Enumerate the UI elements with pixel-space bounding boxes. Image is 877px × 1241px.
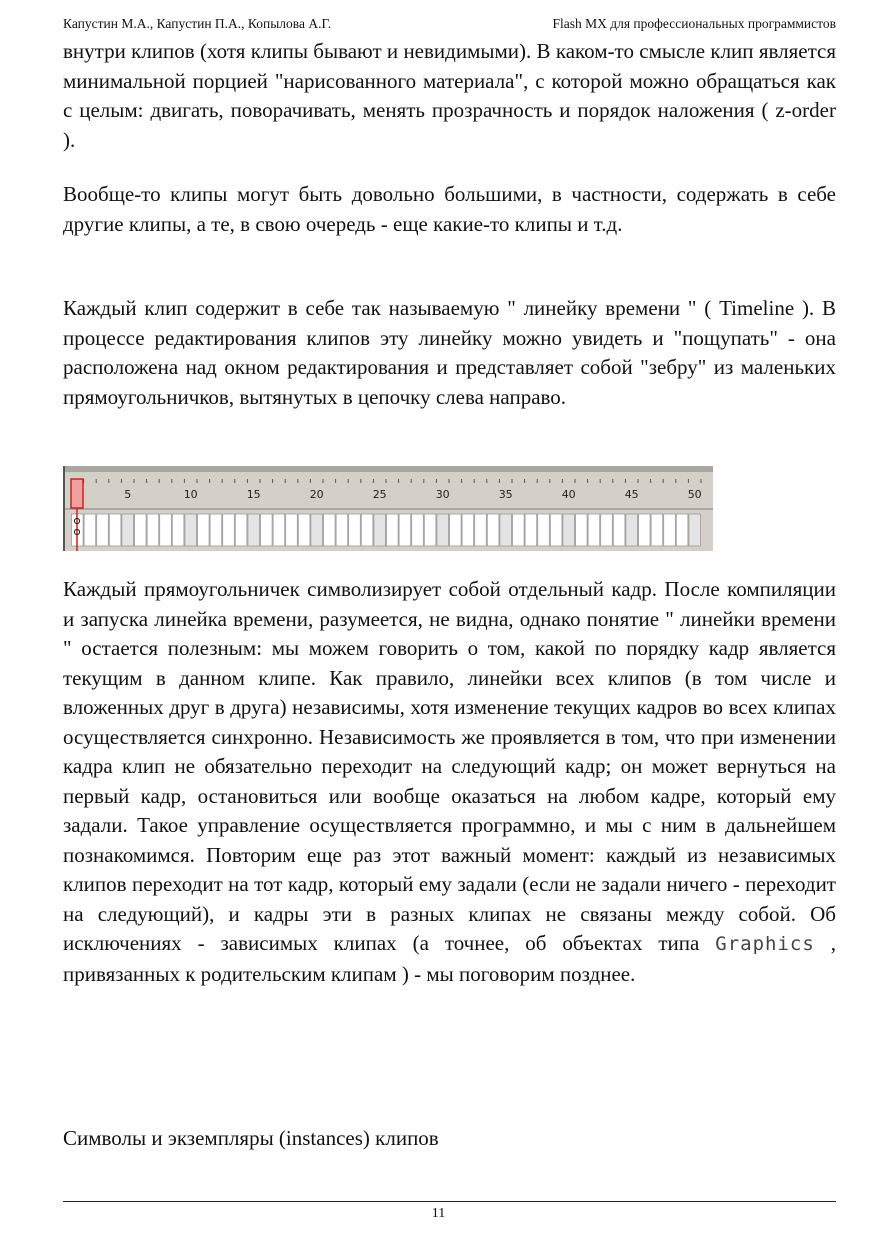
paragraph-2: Вообще-то клипы могут быть довольно большими, в частности, содержать в себе другие клипы, а те, в свою очередь - еще какие-то клипы и т.д. <box>63 182 836 236</box>
frame-cell <box>147 514 159 546</box>
frame-cell <box>676 514 688 546</box>
frame-cell <box>437 514 449 546</box>
frame-label: 20 <box>309 488 324 501</box>
frame-cell <box>324 514 336 546</box>
paragraph-4-start: Каждый прямоугольничек символизирует собой отдельный кадр. После компиляции и запуска линейка времени, разумеется, не видна, однако понятие " линейки времени " остается полезным: мы можем говорить о том, какой по порядку кадр является текущим в данном клипе. Как правило, линейки всех клипов (в том числе и вложенных друг в друга) независимы, хотя изменение текущих кадров во всех клипах осуществляется синхронно. Независимость же проявляется в том, что при изменении кадра клип не обязательно переходит на следующий кадр; он может вернуться на первый кадр, остановиться или вообще оказаться на любом кадре, который ему задали. Такое управление осуществляется программно, и мы с ним в дальнейшем познакомимся. Повторим еще раз этот важный момент: каждый из независимых клипов переходит на тот кадр, который ему задали (если не задали ничего - переходит на следующий), и кадры эти в разных клипах не связаны между собой. Об исключениях - зависимых клипах (а точнее, об объектах типа <box>63 577 836 955</box>
frame-cell <box>248 514 260 546</box>
frame-cell <box>513 514 525 546</box>
frame-cell <box>122 514 134 546</box>
frame-cell <box>689 514 701 546</box>
frame-cell <box>311 514 323 546</box>
frame-cell <box>588 514 600 546</box>
frame-cell <box>109 514 121 546</box>
frame-cell <box>97 514 109 546</box>
frame-label: 35 <box>498 488 513 501</box>
frame-label: 30 <box>435 488 450 501</box>
frame-cell <box>235 514 247 546</box>
header-authors: Капустин М.А., Капустин П.А., Копылова А.Г. <box>63 16 332 31</box>
frame-cell <box>576 514 588 546</box>
frame-cell <box>160 514 172 546</box>
frame-cell <box>525 514 537 546</box>
frame-cell <box>387 514 399 546</box>
timeline-ruler <box>63 472 713 509</box>
paragraph-1: внутри клипов (хотя клипы бывают и невидимыми). В каком-то смысле клип является минимальной порцией "нарисованного материала", с которой можно обращаться как с целым: двигать, поворачивать, менять прозрачность и порядок наложения ( z-order ). <box>63 39 836 152</box>
frame-cell <box>84 514 96 546</box>
frame-cell <box>286 514 298 546</box>
frame-label: 5 <box>124 488 132 501</box>
frame-cell <box>223 514 235 546</box>
frame-cell <box>374 514 386 546</box>
frame-cell <box>399 514 411 546</box>
frame-cell <box>261 514 273 546</box>
frame-label: 10 <box>183 488 198 501</box>
frame-cell <box>185 514 197 546</box>
frame-cell <box>550 514 562 546</box>
frame-cell <box>475 514 487 546</box>
frame-label: 15 <box>246 488 261 501</box>
frame-cell <box>361 514 373 546</box>
code-graphics: Graphics <box>715 933 815 955</box>
paragraph-3: Каждый клип содержит в себе так называемую " линейку времени " ( Timeline ). В процессе редактирования клипов эту линейку можно увидеть и "пощупать" - она расположена над окном редактирования и представляет собой "зебру" из маленьких прямоугольничков, вытянутых в цепочку слева направо. <box>63 296 836 409</box>
frame-cell <box>664 514 676 546</box>
frame-cell <box>462 514 474 546</box>
paragraph-4 <box>63 575 836 989</box>
running-header <box>63 16 836 36</box>
frame-label: 25 <box>372 488 387 501</box>
frame-cell <box>538 514 550 546</box>
frame-cell <box>424 514 436 546</box>
frame-cell <box>601 514 613 546</box>
frame-cell <box>500 514 512 546</box>
frame-cell <box>135 514 147 546</box>
page-number: 11 <box>431 1206 446 1221</box>
frame-cell <box>651 514 663 546</box>
frame-label: 40 <box>561 488 576 501</box>
current-frame-marker <box>71 479 83 508</box>
frame-cell <box>487 514 499 546</box>
frame-cell <box>639 514 651 546</box>
frame-cell <box>210 514 222 546</box>
timeline-top-shade <box>63 466 713 472</box>
frame-cell <box>450 514 462 546</box>
timeline-left-edge <box>63 466 65 551</box>
frame-cell <box>349 514 361 546</box>
frame-cell <box>613 514 625 546</box>
frame-label: 50 <box>687 488 702 501</box>
frame-label: 45 <box>624 488 639 501</box>
footer-rule <box>63 1201 836 1202</box>
frame-cell <box>172 514 184 546</box>
paragraph-4-end: , привязанных к родительским клипам ) - мы поговорим позднее. <box>63 931 836 986</box>
frame-cell <box>198 514 210 546</box>
timeline-figure <box>63 466 713 551</box>
frame-cell <box>273 514 285 546</box>
frame-cell <box>298 514 310 546</box>
frame-cell <box>412 514 424 546</box>
section-heading: Символы и экземпляры (instances) клипов <box>63 1126 439 1150</box>
frame-cell <box>626 514 638 546</box>
frame-cell <box>563 514 575 546</box>
frame-cell <box>336 514 348 546</box>
header-book-title: Flash MX для профессиональных программистов <box>552 16 836 31</box>
